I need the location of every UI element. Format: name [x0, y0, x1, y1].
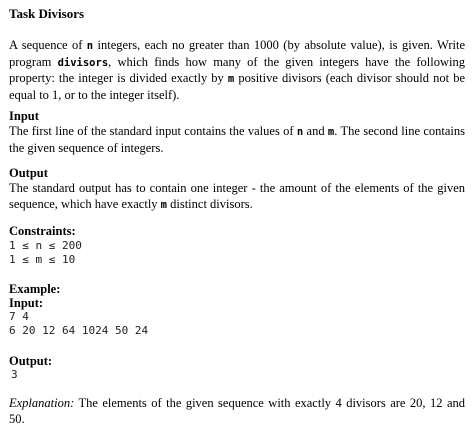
example-input-line-1: 7 4 — [9, 310, 29, 323]
explanation-text: The elements of the given sequence with exactly 4 divisors are 20, 12 and 50. — [9, 396, 465, 426]
constraint-n: 1 ≤ n ≤ 200 — [9, 239, 82, 252]
intro-var-m: m — [227, 73, 235, 85]
input-var-m: m — [327, 126, 335, 138]
example-input-line-2: 6 20 12 64 1024 50 24 — [9, 324, 149, 337]
input-text-2: and — [303, 124, 328, 138]
explanation-label: Explanation: — [9, 396, 75, 410]
output-heading: Output — [9, 166, 48, 180]
input-heading: Input — [9, 109, 39, 123]
example-heading: Example: — [9, 282, 61, 296]
example-output-heading: Output: — [9, 354, 53, 368]
task-title: Task Divisors — [9, 6, 85, 21]
intro-text-1: A sequence of — [9, 38, 87, 52]
intro-program-name: divisors — [57, 56, 109, 69]
constraint-m: 1 ≤ m ≤ 10 — [9, 253, 76, 266]
constraints-heading: Constraints: — [9, 224, 76, 238]
intro-text-3: , which finds how many of the given integers have the following property: the integer is divided exactly by — [9, 54, 465, 85]
explanation-paragraph — [9, 396, 465, 427]
input-paragraph — [9, 124, 465, 156]
output-var-m: m — [160, 198, 167, 211]
intro-text-4: positive divisors (each divisor should not be equal to 1, or to the integer itself). — [9, 71, 466, 102]
intro-var-n: n — [86, 40, 94, 52]
example-input-heading: Input: — [9, 296, 44, 310]
example-output-line-1: 3 — [11, 368, 18, 381]
intro-paragraph — [9, 38, 465, 103]
output-paragraph — [9, 181, 465, 213]
input-text-1: The first line of the standard input contains the values of — [9, 124, 297, 138]
intro-text-2: integers, each no greater than 1000 (by absolute value), is given. Write program — [9, 38, 465, 69]
input-var-n: n — [296, 126, 304, 138]
input-text-3: . The second line contains the given sequence of integers. — [9, 124, 465, 155]
output-text-1: The standard output has to contain one integer - the amount of the elements of the given sequence, which have exactly — [9, 181, 465, 211]
output-text-2: distinct divisors. — [167, 196, 253, 211]
